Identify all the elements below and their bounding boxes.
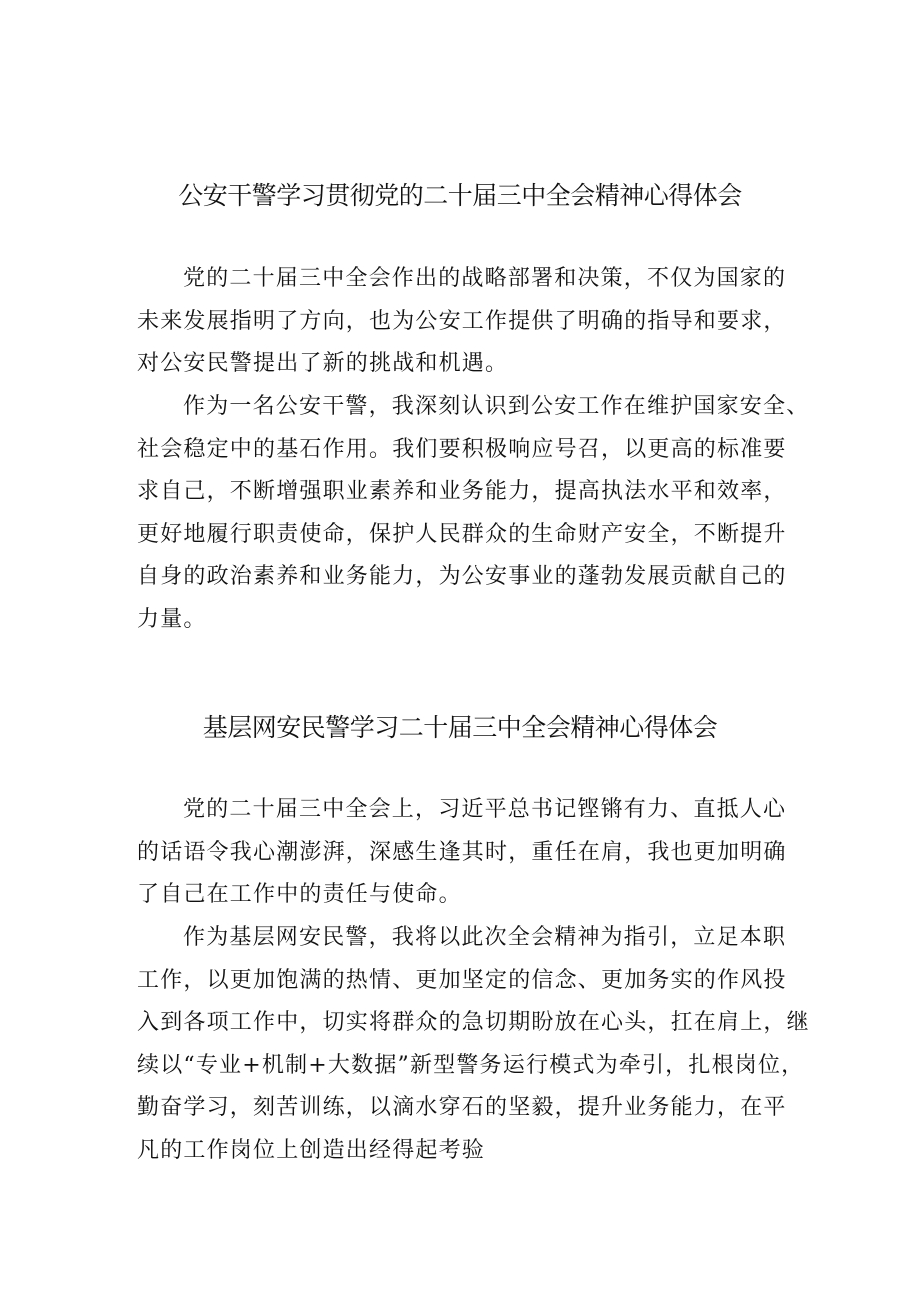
paragraph-line: 力量。: [137, 606, 207, 632]
paragraph: [137, 917, 810, 1172]
paragraph-line: 入到各项工作中，切实将群众的急切期盼放在心头，扛在肩上，继: [137, 1010, 810, 1035]
paragraph-line: 工作，以更加饱满的热情、更加坚定的信念、更加务实的作风投: [137, 967, 787, 993]
paragraph-line: 了自己在工作中的责任与使命。: [137, 882, 462, 907]
paragraph-line: 作为基层网安民警，我将以此次全会精神为指引，立足本职: [183, 925, 787, 950]
paragraph-line: 的话语令我心潮澎湃，深感生逢其时，重任在肩，我也更加明确: [137, 839, 787, 865]
paragraph-line: 党的二十届三中全会作出的战略部署和决策，不仅为国家的: [183, 266, 787, 291]
paragraph-line: 社会稳定中的基石作用。我们要积极响应号召，以更高的标准要: [137, 436, 787, 462]
paragraph-line: 作为一名公安干警，我深刻认识到公安工作在维护国家安全、: [183, 394, 810, 419]
section-title: 基层网安民警学习二十届三中全会精神心得体会: [202, 713, 718, 742]
paragraph-line: 续以“专业+机制+大数据”新型警务运行模式为牵引，扎根岗位，: [137, 1052, 805, 1078]
paragraph-line: 求自己，不断增强职业素养和业务能力，提高执法水平和效率，: [137, 479, 787, 504]
paragraph-line: 自身的政治素养和业务能力，为公安事业的蓬勃发展贡献自己的: [137, 564, 787, 589]
section-title: 公安干警学习贯彻党的二十届三中全会精神心得体会: [178, 181, 742, 210]
paragraph-line: 更好地履行职责使命，保护人民群众的生命财产安全，不断提升: [137, 521, 787, 547]
paragraph-line: 勤奋学习，刻苦训练，以滴水穿石的坚毅，提升业务能力，在平: [137, 1095, 787, 1120]
paragraph: [137, 258, 797, 386]
paragraph-line: 党的二十届三中全会上，习近平总书记铿锵有力、直抵人心: [183, 797, 787, 822]
paragraph-line: 对公安民警提出了新的挑战和机遇。: [137, 351, 509, 376]
paragraph: [137, 789, 797, 917]
paragraph: [137, 386, 810, 641]
paragraph-line: 未来发展指明了方向，也为公安工作提供了明确的指导和要求，: [137, 308, 787, 334]
paragraph-line: 凡的工作岗位上创造出经得起考验: [137, 1137, 486, 1163]
